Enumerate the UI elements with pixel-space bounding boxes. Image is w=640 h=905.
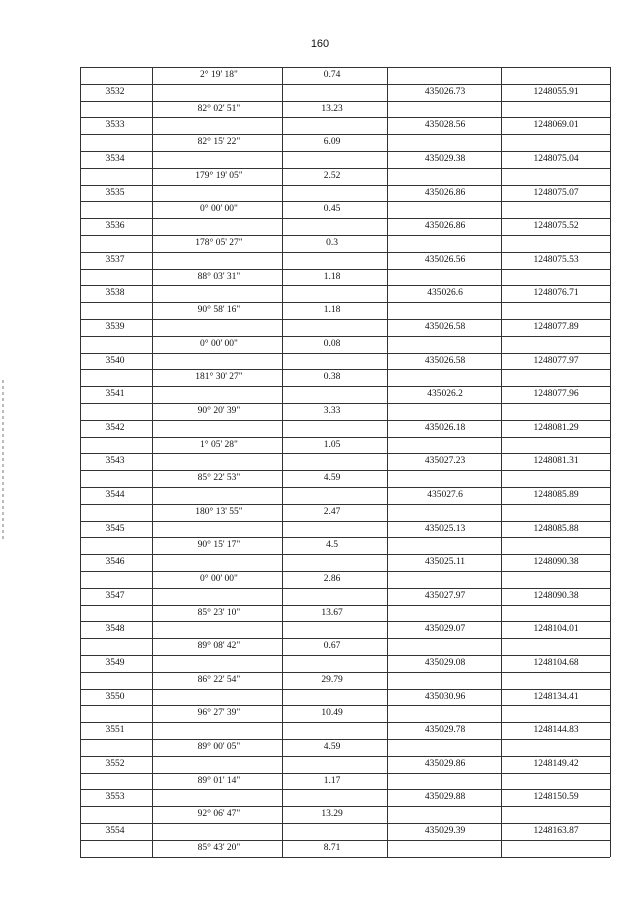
x-coordinate-cell: 435026.86: [424, 221, 466, 232]
point-cell: 3533: [105, 120, 125, 131]
point-cell: 3537: [105, 254, 125, 265]
x-coordinate-cell: 435025.11: [424, 557, 466, 568]
row-divider: [80, 403, 610, 404]
angle-cell: 82° 15' 22": [197, 137, 241, 148]
x-coordinate-cell: 435027.6: [427, 490, 463, 500]
row-divider: [80, 621, 610, 622]
point-cell: 3535: [105, 187, 125, 198]
length-cell: 0.08: [323, 338, 341, 349]
angle-cell: 85° 43' 20": [197, 842, 241, 853]
y-coordinate-cell: 1248075.53: [533, 254, 579, 265]
x-coordinate-cell: 435029.39: [424, 826, 466, 836]
row-divider: [80, 638, 610, 639]
length-cell: 0.3: [326, 238, 338, 248]
row-divider: [80, 285, 610, 286]
length-cell: 29.79: [321, 674, 343, 685]
y-coordinate-cell: 1248075.04: [533, 154, 579, 164]
y-coordinate-cell: 1248077.97: [533, 355, 579, 366]
column-divider: [152, 67, 153, 857]
row-divider: [80, 353, 610, 354]
angle-cell: 92° 06' 47": [197, 809, 241, 820]
y-coordinate-cell: 1248055.91: [533, 86, 579, 97]
point-cell: 3538: [105, 288, 125, 299]
row-divider: [80, 722, 610, 723]
angle-cell: 89° 08' 42": [197, 641, 241, 652]
point-cell: 3548: [105, 624, 125, 635]
length-cell: 0.45: [323, 204, 341, 215]
row-divider: [80, 168, 610, 169]
row-divider: [80, 201, 610, 202]
x-coordinate-cell: 435026.6: [427, 288, 463, 299]
row-divider: [80, 504, 610, 505]
length-cell: 13.23: [321, 103, 343, 114]
row-divider: [80, 336, 610, 337]
length-cell: 4.5: [326, 540, 338, 551]
angle-cell: 90° 20' 39": [197, 406, 241, 416]
row-divider: [80, 588, 610, 589]
column-divider: [282, 67, 283, 857]
angle-cell: 2° 19' 18": [200, 70, 238, 80]
row-divider: [80, 672, 610, 673]
y-coordinate-cell: 1248081.31: [533, 456, 579, 467]
row-divider: [80, 101, 610, 102]
length-cell: 1.17: [323, 775, 341, 786]
y-coordinate-cell: 1248104.68: [533, 658, 579, 668]
point-cell: 3545: [105, 523, 125, 534]
length-cell: 2.47: [323, 506, 341, 517]
row-divider: [80, 689, 610, 690]
point-cell: 3551: [105, 725, 125, 736]
column-divider: [610, 67, 611, 857]
column-divider: [80, 67, 81, 857]
length-cell: 13.67: [321, 607, 343, 618]
row-divider: [80, 437, 610, 438]
x-coordinate-cell: 435028.56: [424, 120, 466, 131]
y-coordinate-cell: 1248069.01: [533, 120, 579, 131]
length-cell: 4.59: [323, 473, 341, 484]
row-divider: [80, 302, 610, 303]
length-cell: 2.52: [323, 170, 341, 181]
y-coordinate-cell: 1248149.42: [533, 758, 579, 769]
point-cell: 3544: [105, 490, 125, 500]
x-coordinate-cell: 435029.86: [424, 758, 466, 769]
row-divider: [80, 739, 610, 740]
row-divider: [80, 756, 610, 757]
angle-cell: 181° 30' 27": [195, 372, 243, 383]
angle-cell: 85° 22' 53": [197, 473, 241, 484]
row-divider: [80, 235, 610, 236]
length-cell: 1.18: [323, 271, 341, 282]
row-divider: [80, 806, 610, 807]
y-coordinate-cell: 1248075.52: [533, 221, 579, 232]
y-coordinate-cell: 1248150.59: [533, 792, 579, 803]
table-bottom-border: [80, 857, 610, 858]
row-divider: [80, 487, 610, 488]
angle-cell: 90° 15' 17": [197, 540, 241, 551]
y-coordinate-cell: 1248085.88: [533, 523, 579, 534]
x-coordinate-cell: 435026.58: [424, 322, 466, 332]
angle-cell: 88° 03' 31": [197, 271, 241, 282]
row-divider: [80, 84, 610, 85]
row-divider: [80, 773, 610, 774]
angle-cell: 82° 02' 51": [197, 103, 241, 114]
column-divider: [387, 67, 388, 857]
y-coordinate-cell: 1248134.41: [533, 691, 579, 702]
x-coordinate-cell: 435026.73: [424, 86, 466, 97]
y-coordinate-cell: 1248075.07: [533, 187, 579, 198]
length-cell: 10.49: [321, 708, 343, 719]
y-coordinate-cell: 1248144.83: [533, 725, 579, 736]
row-divider: [80, 453, 610, 454]
length-cell: 3.33: [323, 406, 341, 416]
y-coordinate-cell: 1248163.87: [533, 826, 579, 836]
row-divider: [80, 571, 610, 572]
point-cell: 3550: [105, 691, 125, 702]
row-divider: [80, 185, 610, 186]
length-cell: 0.67: [323, 641, 341, 652]
row-divider: [80, 823, 610, 824]
y-coordinate-cell: 1248090.38: [533, 557, 579, 568]
length-cell: 1.18: [323, 305, 341, 316]
point-cell: 3536: [105, 221, 125, 232]
y-coordinate-cell: 1248090.38: [533, 590, 579, 601]
row-divider: [80, 537, 610, 538]
angle-cell: 90° 58' 16": [197, 305, 241, 316]
point-cell: 3552: [105, 758, 125, 769]
point-cell: 3553: [105, 792, 125, 803]
length-cell: 2.86: [323, 574, 341, 584]
length-cell: 0.38: [323, 372, 341, 383]
point-cell: 3541: [105, 389, 125, 400]
x-coordinate-cell: 435029.78: [424, 725, 466, 736]
column-divider: [501, 67, 502, 857]
x-coordinate-cell: 435029.38: [424, 154, 466, 164]
row-divider: [80, 319, 610, 320]
point-cell: 3546: [105, 557, 125, 568]
row-divider: [80, 705, 610, 706]
x-coordinate-cell: 435026.18: [424, 422, 466, 433]
page-number: 160: [310, 38, 330, 50]
length-cell: 0.74: [323, 70, 341, 80]
x-coordinate-cell: 435026.56: [424, 254, 466, 265]
row-divider: [80, 386, 610, 387]
point-cell: 3554: [105, 826, 125, 836]
x-coordinate-cell: 435027.97: [424, 590, 466, 601]
length-cell: 13.29: [321, 809, 343, 820]
angle-cell: 85° 23' 10": [197, 607, 241, 618]
point-cell: 3542: [105, 422, 125, 433]
length-cell: 6.09: [323, 137, 341, 148]
x-coordinate-cell: 435029.08: [424, 658, 466, 668]
y-coordinate-cell: 1248085.89: [533, 490, 579, 500]
angle-cell: 1° 05' 28": [200, 439, 238, 450]
row-divider: [80, 470, 610, 471]
row-divider: [80, 605, 610, 606]
row-divider: [80, 521, 610, 522]
x-coordinate-cell: 435030.96: [424, 691, 466, 702]
row-divider: [80, 218, 610, 219]
x-coordinate-cell: 435026.86: [424, 187, 466, 198]
angle-cell: 0° 00' 00": [200, 574, 238, 584]
x-coordinate-cell: 435027.23: [424, 456, 466, 467]
y-coordinate-cell: 1248104.01: [533, 624, 579, 635]
length-cell: 4.59: [323, 742, 341, 752]
angle-cell: 0° 00' 00": [200, 338, 238, 349]
length-cell: 1.05: [323, 439, 341, 450]
y-coordinate-cell: 1248076.71: [533, 288, 579, 299]
row-divider: [80, 67, 610, 68]
point-cell: 3543: [105, 456, 125, 467]
angle-cell: 89° 01' 14": [197, 775, 241, 786]
y-coordinate-cell: 1248077.89: [533, 322, 579, 332]
angle-cell: 179° 19' 05": [195, 170, 243, 181]
y-coordinate-cell: 1248081.29: [533, 422, 579, 433]
row-divider: [80, 134, 610, 135]
row-divider: [80, 117, 610, 118]
row-divider: [80, 554, 610, 555]
x-coordinate-cell: 435029.07: [424, 624, 466, 635]
row-divider: [80, 420, 610, 421]
point-cell: 3540: [105, 355, 125, 366]
x-coordinate-cell: 435026.2: [427, 389, 463, 400]
x-coordinate-cell: 435026.58: [424, 355, 466, 366]
length-cell: 8.71: [323, 842, 341, 853]
row-divider: [80, 369, 610, 370]
x-coordinate-cell: 435025.13: [424, 523, 466, 534]
angle-cell: 178° 05' 27": [195, 238, 243, 248]
row-divider: [80, 269, 610, 270]
point-cell: 3532: [105, 86, 125, 97]
y-coordinate-cell: 1248077.96: [533, 389, 579, 400]
x-coordinate-cell: 435029.88: [424, 792, 466, 803]
point-cell: 3539: [105, 322, 125, 332]
angle-cell: 0° 00' 00": [200, 204, 238, 215]
row-divider: [80, 840, 610, 841]
point-cell: 3547: [105, 590, 125, 601]
angle-cell: 96° 27' 39": [197, 708, 241, 719]
point-cell: 3549: [105, 658, 125, 668]
angle-cell: 86° 22' 54": [197, 674, 241, 685]
row-divider: [80, 789, 610, 790]
angle-cell: 89° 00' 05": [197, 742, 241, 752]
row-divider: [80, 655, 610, 656]
angle-cell: 180° 13' 55": [195, 506, 243, 517]
row-divider: [80, 252, 610, 253]
row-divider: [80, 151, 610, 152]
point-cell: 3534: [105, 154, 125, 164]
